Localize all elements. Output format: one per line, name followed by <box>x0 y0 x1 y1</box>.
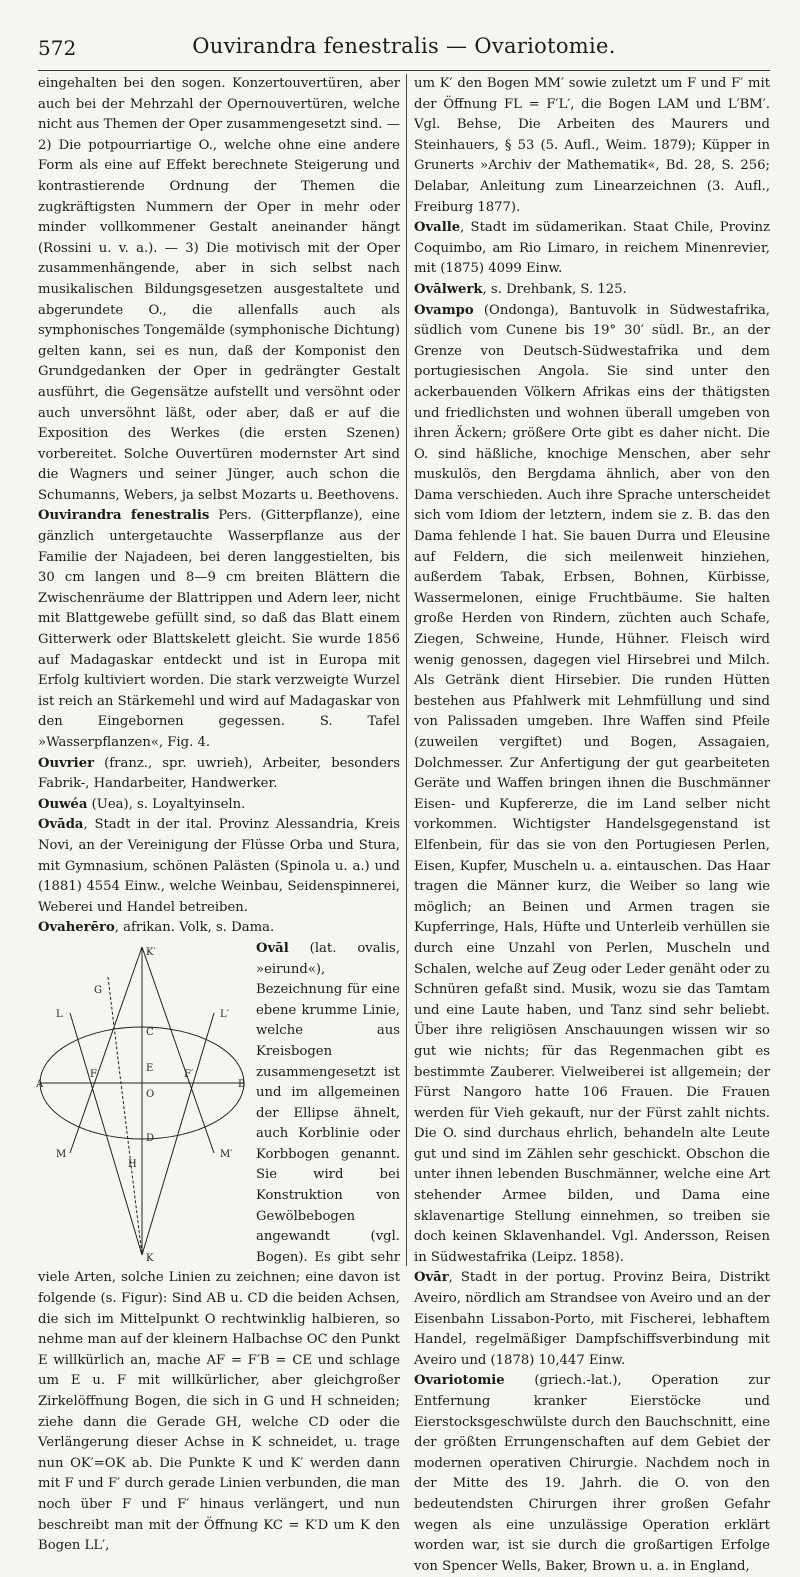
left-column <box>36 74 400 1554</box>
headword: Ovalle <box>414 220 461 236</box>
entry-ovalwerk: Ovālwerk, s. Drehbank, S. 125. <box>414 281 627 297</box>
label-a: A <box>36 1078 44 1090</box>
right-column <box>414 74 770 1574</box>
label-f-prime: F′ <box>184 1068 194 1080</box>
entry-ovalle: Ovalle, Stadt im südamerikan. Staat Chile, Provinz Coquimbo, am Rio Limaro, in reichem Minenrevier, mit (1875) 4099 Einw. <box>414 220 770 277</box>
headword: Ouvrier <box>38 755 95 771</box>
headword: Ovāda <box>38 817 84 833</box>
headword: Ovāl <box>256 940 289 956</box>
headword: Ouwéa <box>38 796 88 812</box>
headword: Ovampo <box>414 302 474 318</box>
label-o: O <box>146 1088 155 1100</box>
page-header <box>38 30 770 66</box>
headword: Ovār <box>414 1270 449 1286</box>
entry-ovada: Ovāda, Stadt in der ital. Provinz Alessandria, Kreis Novi, an der Vereinigung der Flüsse Orba und Stura, mit Gymnasium, schönen Palästen (Spinola u. a.) und (1881) 4554 Einw., welche Weinbau, Seidenspinnerei, Weberei und Handel betreiben. <box>38 817 400 915</box>
oval-construction-diagram <box>36 943 248 1263</box>
label-l: L <box>56 1008 63 1020</box>
entry-oval: K′ G L L′ A F E F′ B C O D M H M′ K Ovāl (lat. ovalis, »eirund«), Bezeichnung für eine ebene krumme Linie, welche aus Kreisbogen zusammengesetzt ist und im allgemeinen der Ellipse ähnelt, auch Korblinie oder Korbbogen genannt. Sie wird bei Konstruktion von Gewölbebogen angewandt (vgl. Bogen). Es gibt sehr viele Arten, solche Linien zu zeichnen; eine davon ist folgende (s. Figur): Sind AB u. CD die beiden Achsen, die sich im Mittelpunkt O rechtwinklig halbieren, so nehme man auf der kleinern Halbachse OC den Punkt E willkürlich an, mache AF = F′B = CE und schlage um E u. F mit willkürlicher, aber gleichgroßer Zirkelöffnung Bogen, die sich in G und H schneiden; ziehe dann die Gerade GH, welche CD oder die Verlängerung dieser Achse in K schneidet, u. trage nun OK′=OK ab. Die Punkte K und K′ werden dann mit F und F′ durch gerade Linien verbunden, die man noch über F und F′ hinaus verlängert, und nun beschreibt man mit der Öffnung KC = K′D um K den Bogen LL′, <box>36 940 400 1554</box>
entry-ouvrier: Ouvrier (franz., spr. uwrieh), Arbeiter, besonders Fabrik-, Handarbeiter, Handwerker. <box>38 755 400 792</box>
page-number: 572 <box>38 36 77 60</box>
entry-ovar: Ovār, Stadt in der portug. Provinz Beira, Distrikt Aveiro, nördlich am Strandsee von Aveiro und an der Eisenbahn Lissabon-Porto, mit Fischerei, lebhaftem Handel, regelmäßiger Dampfschiffsverbindung mit Aveiro und (1878) 10,447 Einw. <box>414 1270 770 1368</box>
headword: Ovaherēro <box>38 920 115 936</box>
oval-figure <box>36 943 248 1263</box>
entry-ovahereo: Ovaherēro, afrikan. Volk, s. Dama. <box>38 920 275 936</box>
header-rule <box>38 70 770 71</box>
running-head: Ouvirandra fenestralis — Ovariotomie. <box>192 34 616 58</box>
column-divider <box>406 74 407 1266</box>
label-l-prime: L′ <box>220 1008 229 1020</box>
headword: Ouvirandra fenestralis <box>38 508 210 524</box>
label-c: C <box>146 1026 154 1038</box>
label-e: E <box>146 1062 154 1074</box>
label-h: H <box>128 1158 137 1170</box>
continued-paragraph: eingehalten bei den sogen. Konzertouvertüren, aber auch bei der Mehrzahl der Opernouvertüren, welche nicht aus Themen der Oper zusammengesetzt sind. — 2) Die potpourriartige O., welche ohne eine andere Form als eine auf Effekt berechnete Steigerung und kontrastierende Ordnung der Themen die zugkräftigsten Nummern der Oper in mehr oder minder vollkommener Gestalt aneinander hängt (Rossini u. v. a.). — 3) Die motivisch mit der Oper zusammenhängende, aber in sich selbst nach musikalischen Bildungsgesetzen ausgestaltete und abgerundete O., die allenfalls auch als symphonisches Tongemälde (symphonische Dichtung) gelten kann, sei es nun, daß der Komponist den Grundgedanken der Oper in gedrängter Gestalt ausführt, die Gegensätze aufstellt und versöhnt oder auch unversöhnt läßt, oder aber, daß er auf die Exposition des Werkes (die ersten Szenen) vorbereitet. Solche Ouvertüren modernster Art sind die Wagners und seiner Jünger, auch schon die Schumanns, Webers, ja selbst Mozarts u. Beethovens. <box>38 76 400 503</box>
label-k: K <box>146 1252 154 1264</box>
label-m-prime: M′ <box>220 1148 233 1160</box>
label-m: M <box>56 1148 67 1160</box>
label-f: F <box>90 1068 97 1080</box>
line-g-h <box>108 977 142 1255</box>
headword: Ovālwerk <box>414 281 483 297</box>
label-d: D <box>146 1132 155 1144</box>
label-k-prime: K′ <box>146 946 156 958</box>
continued-paragraph: um K′ den Bogen MM′ sowie zuletzt um F und F′ mit der Öffnung FL = F′L′, die Bogen LAM und L′BM′. Vgl. Behse, Die Arbeiten des Maurers und Steinhauers, § 53 (5. Aufl., Weim. 1879); Küpper in Grunerts »Archiv der Mathematik«, Bd. 28, S. 256; Delabar, Anleitung zum Linearzeichnen (3. Aufl., Freiburg 1877). <box>414 76 770 215</box>
label-g: G <box>94 984 102 996</box>
entry-ouvirandra: Ouvirandra fenestralis Pers. (Gitterpflanze), eine gänzlich untergetauchte Wasserpflanze aus der Familie der Najadeen, bei deren langgestielten, bis 30 cm langen und 8—9 cm breiten Blättern die Zwischenräume der Blattrippen und Adern leer, nicht mit Blattgewebe gefüllt sind, so daß das Blatt einem Gitterwerk oder Blattskelett gleicht. Sie wurde 1856 auf Madagaskar entdeckt und ist in Europa mit Erfolg kultiviert worden. Die stark verzweigte Wurzel ist reich an Stärkemehl und wird auf Madagaskar von den Eingebornen gegessen. S. Tafel »Wasserpflanzen«, Fig. 4. <box>38 508 400 750</box>
headword: Ovariotomie <box>414 1373 505 1389</box>
entry-ovampo: Ovampo (Ondonga), Bantuvolk in Südwestafrika, südlich vom Cunene bis 19° 30′ südl. Br., an der Grenze von Deutsch-Südwestafrika und dem portugiesischen Angola. Sie sind unter den ackerbauenden Völkern Afrikas eins der thätigsten und friedlichsten und wohnen überall umgeben von ihren Äckern; größere Orte gibt es daher nicht. Die O. sind häßliche, knochige Menschen, aber sehr muskulös, den Bergdama ähnlich, aber von den Dama verschieden. Auch ihre Sprache unterscheidet sich vom Idiom der letztern, indem sie z. B. das den Dama fehlende l hat. Sie bauen Durra und Eleusine auf Feldern, die sich meilenweit hinziehen, außerdem Tabak, Erbsen, Bohnen, Kürbisse, Wassermelonen, einige Fruchtbäume. Sie halten große Herden von Rindern, züchten auch Schafe, Ziegen, Schweine, Hunde, Hühner. Fleisch wird wenig genossen, dagegen viel Hirsebrei und Milch. Als Getränk dient Hirsebier. Die runden Hütten bestehen aus Pfahlwerk mit Lehmfüllung und sind von Palissaden umgeben. Ihre Waffen sind Pfeile (zuweilen vergiftet) und Bogen, Assagaien, Dolchmesser. Zur Anfertigung der gut gearbeiteten Geräte und Waffen bringen ihnen die Buschmänner Eisen- und Kupfererze, die im Land selber nicht vorkommen. Wichtigster Handelsgegenstand ist Elfenbein, für das sie von den Portugiesen Perlen, Eisen, Kupfer, Muscheln u. a. eintauschen. Das Haar tragen die Männer kurz, die Weiber so lang wie möglich; an Beinen und Armen tragen sie Kupferringe, Hals, Hüfte und Unterleib verhüllen sie durch eine Unzahl von Perlen, Muscheln und Schalen, welche auf Zeug oder Leder genäht oder zu Schnüren gefaßt sind. Musik, wozu sie das Tamtam und eine Laute haben, und Tanz sind sehr beliebt. Über ihre religiösen Anschauungen wissen wir so gut wie nichts; für das Regenmachen gibt es bestimmte Zauberer. Vielweiberei ist allgemein; der Fürst Nangoro hatte 106 Frauen. Die Frauen werden für Vieh gekauft, nur der Fürst zahlt nichts. Die O. sind durchaus ehrlich, behandeln alte Leute gut und sind im Zählen sehr geschickt. Obschon die unter ihnen lebenden Buschmänner, welche eine Art stehender Armee bilden, und Dama eine sklavenartige Stellung einnehmen, so treiben sie doch keinen Sklavenhandel. Vgl. Andersson, Reisen in Südwestafrika (Leipz. 1858). <box>414 302 770 1265</box>
entry-ouwea: Ouwéa (Uea), s. Loyaltyinseln. <box>38 796 246 812</box>
entry-ovariotomie: Ovariotomie (griech.-lat.), Operation zur Entfernung kranker Eierstöcke und Eierstocksgeschwülste durch den Bauchschnitt, eine der größten Errungenschaften auf dem Gebiet der modernen operativen Chirurgie. Nachdem noch in der Mitte des 19. Jahrh. die O. von den bedeutendsten Chirurgen ihrer großen Gefahr wegen als eine unzulässige Operation erklärt worden war, ist sie durch die großartigen Erfolge von Spencer Wells, Baker, Brown u. a. in England, <box>414 1373 770 1574</box>
label-b: B <box>238 1078 246 1090</box>
